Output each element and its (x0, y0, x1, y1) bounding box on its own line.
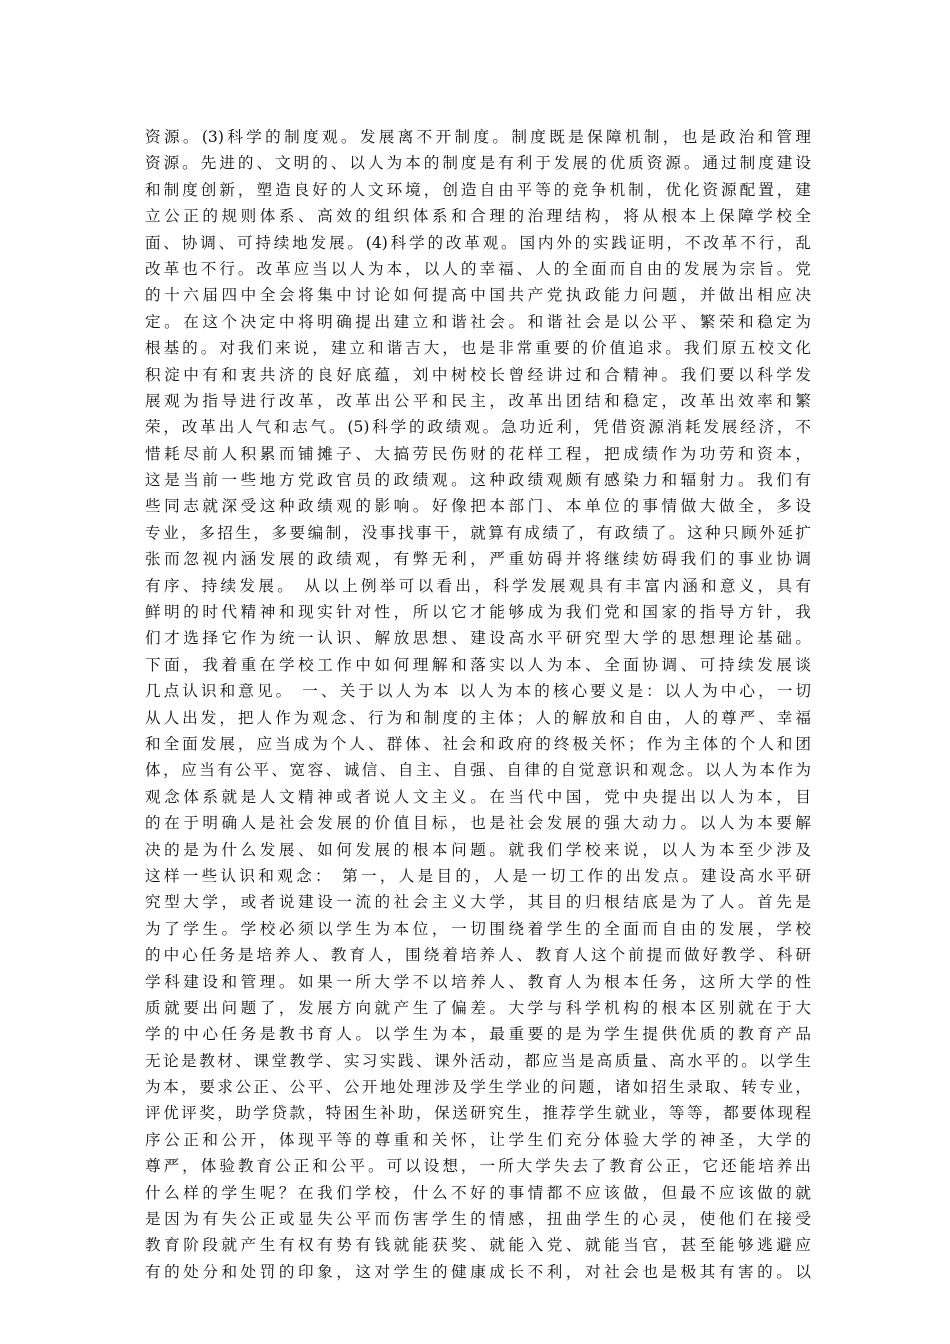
text-line: 资源。(3)科学的制度观。发展离不开制度。制度既是保障机制，也是政治和管理 (145, 128, 811, 146)
text-line: 展观为指导进行改革，改革出公平和民主，改革出团结和稳定，改革出效率和繁 (145, 391, 811, 410)
text-line: 专业，多招生，多要编制，没事找事干，就算有成绩了，有政绩了。这种只顾外延扩 (145, 523, 811, 542)
text-line: 立公正的规则体系、高效的组织体系和合理的治理结构，将从根本上保障学校全 (145, 207, 811, 226)
text-line: 观念体系就是人文精神或者说人文主义。在当代中国，党中央提出以人为本，目 (145, 787, 811, 806)
text-line: 尊严，体验教育公正和公平。可以设想，一所大学失去了教育公正，它还能培养出 (145, 1157, 811, 1176)
text-line: 学的中心任务是教书育人。以学生为本，最重要的是为学生提供优质的教育产品 (145, 1025, 811, 1044)
text-line: 这是当前一些地方党政官员的政绩观。这种政绩观颇有感染力和辐射力。我们有 (145, 471, 811, 490)
text-line: 学科建设和管理。如果一所大学不以培养人、教育人为根本任务，这所大学的性 (145, 972, 811, 991)
text-line: 和制度创新，塑造良好的人文环境，创造自由平等的竞争机制，优化资源配置，建 (145, 180, 811, 199)
text-line: 为了学生。学校必须以学生为本位，一切围绕着学生的全面而自由的发展，学校 (145, 919, 811, 938)
text-line: 的十六届四中全会将集中讨论如何提高中国共产党执政能力问题，并做出相应决 (145, 286, 811, 305)
text-line: 为本，要求公正、公平、公开地处理涉及学生学业的问题，诸如招生录取、转专业， (145, 1078, 811, 1097)
text-line: 惜耗尽前人积累而铺摊子、大搞劳民伤财的花样工程，把成绩作为功劳和资本， (145, 444, 811, 463)
text-line: 下面，我着重在学校工作中如何理解和落实以人为本、全面协调、可持续发展谈 (145, 655, 811, 674)
text-line: 序公正和公开，体现平等的尊重和关怀，让学生们充分体验大学的神圣，大学的 (145, 1130, 811, 1149)
text-line: 的在于明确人是社会发展的价值目标，也是社会发展的强大动力。以人为本要解 (145, 814, 811, 833)
document-page (145, 124, 811, 1285)
text-line: 根基的。对我们来说，建立和谐吉大，也是非常重要的价值追求。我们原五校文化 (145, 339, 811, 358)
text-line: 质就要出问题了，发展方向就产生了偏差。大学与科学机构的根本区别就在于大 (145, 998, 811, 1017)
text-line: 教育阶段就产生有权有势有钱就能获奖、就能入党、就能当官，甚至能够逃避应 (145, 1236, 811, 1255)
text-line: 资源。先进的、文明的、以人为本的制度是有利于发展的优质资源。通过制度建设 (145, 154, 811, 173)
text-line: 什么样的学生呢？在我们学校，什么不好的事情都不应该做，但最不应该做的就 (145, 1183, 811, 1202)
text-line: 决的是为什么发展、如何发展的根本问题。就我们学校来说，以人为本至少涉及 (145, 840, 811, 859)
text-line: 鲜明的时代精神和现实针对性，所以它才能够成为我们党和国家的指导方针，我 (145, 603, 811, 622)
text-line: 和全面发展，应当成为个人、群体、社会和政府的终极关怀；作为主体的个人和团 (145, 734, 811, 753)
text-line: 荣，改革出人气和志气。(5)科学的政绩观。急功近利，凭借资源消耗发展经济，不 (145, 418, 811, 437)
text-line: 究型大学，或者说建设一流的社会主义大学，其目的归根结底是为了人。首先是 (145, 893, 811, 912)
text-line: 是因为有失公正或显失公平而伤害学生的情感，扭曲学生的心灵，使他们在接受 (145, 1210, 811, 1229)
text-line: 定。在这个决定中将明确提出建立和谐社会。和谐社会是以公平、繁荣和稳定为 (145, 312, 811, 331)
text-line: 改革也不行。改革应当以人为本，以人的幸福、人的全面而自由的发展为宗旨。党 (145, 259, 811, 278)
text-line: 积淀中有和衷共济的良好底蕴，刘中树校长曾经讲过和合精神。我们要以科学发 (145, 365, 811, 384)
text-line: 张而忽视内涵发展的政绩观，有弊无利，严重妨碍并将继续妨碍我们的事业协调 (145, 550, 811, 569)
text-line: 有的处分和处罚的印象，这对学生的健康成长不利，对社会也是极其有害的。以 (145, 1262, 811, 1281)
text-line: 们才选择它作为统一认识、解放思想、建设高水平研究型大学的思想理论基础。 (145, 629, 811, 648)
text-line: 评优评奖，助学贷款，特困生补助，保送研究生，推荐学生就业，等等，都要体现程 (145, 1104, 811, 1123)
text-line: 体，应当有公平、宽容、诚信、自主、自强、自律的自觉意识和观念。以人为本作为 (145, 761, 811, 780)
text-line: 些同志就深受这种政绩观的影响。好像把本部门、本单位的事情做大做全，多设 (145, 497, 811, 516)
text-line: 有序、持续发展。 从以上例举可以看出，科学发展观具有丰富内涵和意义，具有 (145, 576, 811, 595)
text-line: 的中心任务是培养人、教育人，围绕着培养人、教育人这个前提而做好教学、科研 (145, 946, 811, 965)
text-line: 从人出发，把人作为观念、行为和制度的主体；人的解放和自由，人的尊严、幸福 (145, 708, 811, 727)
text-line: 这样一些认识和观念： 第一，人是目的，人是一切工作的出发点。建设高水平研 (145, 866, 811, 885)
text-line: 几点认识和意见。 一、关于以人为本 以人为本的核心要义是：以人为中心，一切 (145, 682, 811, 701)
text-line: 无论是教材、课堂教学、实习实践、课外活动，都应当是高质量、高水平的。以学生 (145, 1051, 811, 1070)
text-line: 面、协调、可持续地发展。(4)科学的改革观。国内外的实践证明，不改革不行，乱 (145, 233, 811, 252)
